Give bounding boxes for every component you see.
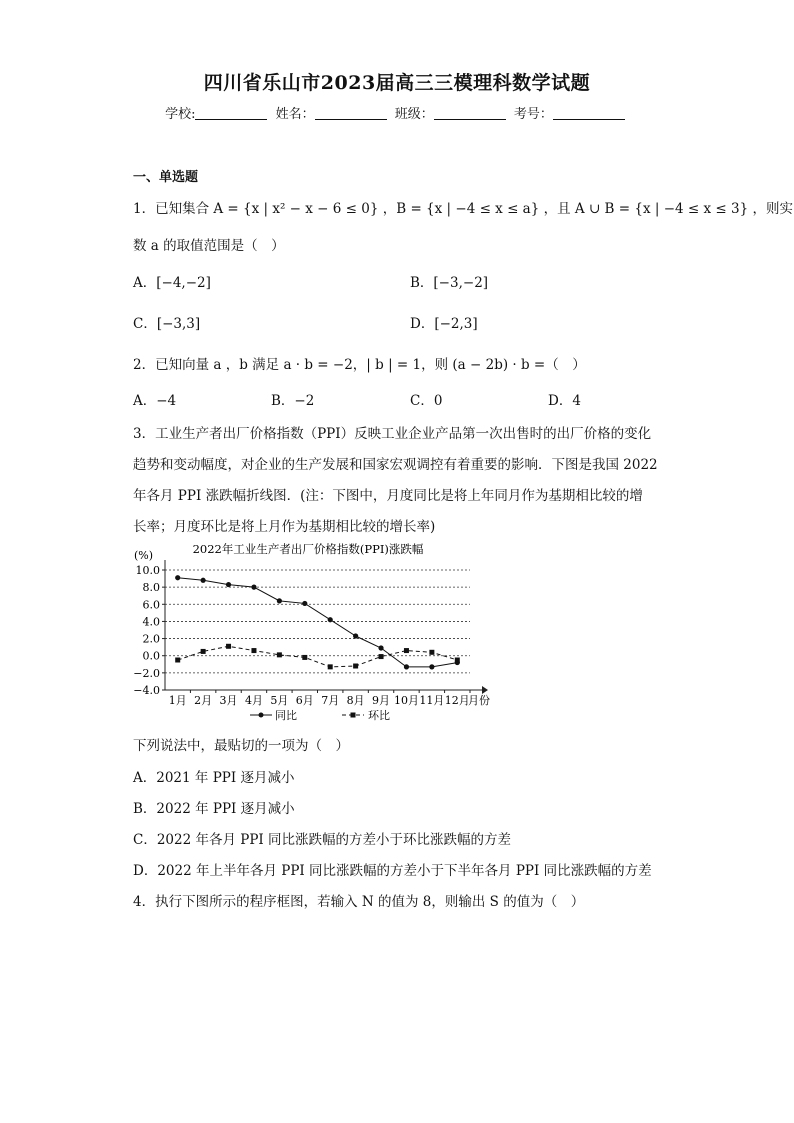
data-point-yoy — [378, 645, 383, 650]
y-tick-label: 6.0 — [142, 598, 160, 612]
q3-stem-line2: 趋势和变动幅度，对企业的生产发展和国家宏观调控有着重要的影响．下图是我国 2022 — [133, 457, 658, 473]
legend-label-yoy: 同比 — [275, 709, 297, 722]
legend-marker-yoy — [259, 713, 264, 718]
series-lines — [178, 578, 458, 667]
id-blank[interactable] — [553, 107, 625, 120]
data-point-mom — [455, 658, 460, 663]
x-axis-arrow — [482, 686, 488, 694]
school-label: 学校: — [165, 107, 196, 122]
q2-option-d[interactable]: D．4 — [548, 393, 581, 409]
student-info-row — [0, 103, 794, 122]
data-point-mom — [201, 649, 206, 654]
data-point-yoy — [251, 585, 256, 590]
data-point-yoy — [201, 578, 206, 583]
x-tick-label: 4月 — [244, 694, 263, 707]
id-label: 考号： — [513, 107, 553, 122]
series-line-yoy — [178, 578, 458, 667]
q2-option-b[interactable]: B．−2 — [271, 393, 315, 409]
q3-option-d[interactable]: D．2022 年上半年各月 PPI 同比涨跌幅的方差小于下半年各月 PPI 同比涨跌幅的方差 — [133, 863, 652, 879]
q4-stem: 4．执行下图所示的程序框图，若输入 N 的值为 8，则输出 S 的值为（ ） — [133, 894, 585, 910]
name-blank[interactable] — [315, 107, 387, 120]
x-tick-label: 5月 — [270, 694, 289, 707]
class-label: 班级： — [394, 107, 434, 122]
x-axis-label: 月份 — [468, 694, 490, 707]
ppi-line-chart — [130, 538, 510, 728]
school-blank[interactable] — [195, 107, 267, 120]
x-tick-label: 7月 — [321, 694, 340, 707]
y-tick-label: 0.0 — [142, 649, 160, 663]
x-tick-labels — [169, 690, 470, 707]
q3-option-b[interactable]: B．2022 年 PPI 逐月减小 — [133, 801, 295, 817]
y-tick-labels — [133, 564, 160, 697]
x-tick-label: 8月 — [346, 694, 365, 707]
y-tick-label: −2.0 — [133, 666, 160, 680]
x-tick-label: 6月 — [295, 694, 314, 707]
data-point-yoy — [277, 598, 282, 603]
data-point-yoy — [353, 633, 358, 638]
chart-grid — [162, 570, 470, 690]
data-point-mom — [328, 664, 333, 669]
q3-stem-line3: 年各月 PPI 涨跌幅折线图．(注：下图中，月度同比是将上年同月作为基期相比较的增 — [133, 488, 643, 504]
y-tick-label: 4.0 — [142, 615, 160, 629]
series-markers — [175, 575, 460, 669]
x-tick-label: 12月 — [444, 694, 470, 707]
x-tick-label: 3月 — [219, 694, 238, 707]
data-point-yoy — [404, 664, 409, 669]
series-line-mom — [178, 646, 458, 667]
y-tick-label: 10.0 — [135, 564, 160, 577]
page-title: 四川省乐山市2023届高三三模理科数学试题 — [203, 72, 591, 94]
legend-marker-mom — [351, 713, 356, 718]
data-point-mom — [302, 655, 307, 660]
q3-question: 下列说法中，最贴切的一项为（ ） — [133, 738, 349, 754]
x-tick-label: 2月 — [194, 694, 213, 707]
q1-stem-line2: 数 a 的取值范围是（ ） — [133, 238, 285, 254]
x-tick-label: 9月 — [372, 694, 391, 707]
data-point-yoy — [175, 575, 180, 580]
class-blank[interactable] — [434, 107, 506, 120]
x-tick-label: 10月 — [393, 694, 419, 707]
q1-option-b[interactable]: B．[−3,−2] — [410, 275, 489, 291]
q2-option-a[interactable]: A．−4 — [133, 393, 177, 409]
data-point-yoy — [302, 601, 307, 606]
q1-option-a[interactable]: A．[−4,−2] — [133, 275, 211, 291]
q3-option-c[interactable]: C．2022 年各月 PPI 同比涨跌幅的方差小于环比涨跌幅的方差 — [133, 832, 512, 848]
data-point-mom — [404, 648, 409, 653]
y-tick-label: 2.0 — [142, 632, 160, 646]
x-tick-label: 11月 — [419, 694, 445, 707]
q1-stem-line1: 1．已知集合 A = {x | x² − x − 6 ≤ 0} ，B = {x | −4 ≤ x ≤ a} ，且 A ∪ B = {x | −4 ≤ x ≤ 3} ，则实 — [133, 201, 793, 217]
y-axis-label: (%) — [134, 549, 154, 562]
data-point-mom — [226, 644, 231, 649]
data-point-mom — [379, 654, 384, 659]
x-tick-label: 1月 — [168, 694, 187, 707]
data-point-mom — [429, 650, 434, 655]
data-point-yoy — [429, 664, 434, 669]
y-tick-label: −4.0 — [133, 684, 160, 697]
y-tick-label: 8.0 — [142, 581, 160, 595]
q3-stem-line1: 3．工业生产者出厂价格指数（PPI）反映工业企业产品第一次出售时的出厂价格的变化 — [133, 426, 652, 442]
data-point-yoy — [226, 582, 231, 587]
data-point-mom — [353, 664, 358, 669]
data-point-yoy — [328, 617, 333, 622]
name-label: 姓名： — [275, 107, 315, 122]
q3-stem-line4: 长率；月度环比是将上月作为基期相比较的增长率) — [133, 519, 436, 535]
chart-legend — [250, 708, 390, 722]
data-point-mom — [175, 658, 180, 663]
chart-title: 2022年工业生产者出厂价格指数(PPI)涨跌幅 — [192, 542, 424, 556]
data-point-mom — [277, 652, 282, 657]
section-heading: 一、单选题 — [133, 170, 199, 185]
q1-option-c[interactable]: C．[−3,3] — [133, 316, 201, 332]
legend-label-mom: 环比 — [368, 709, 390, 722]
data-point-mom — [251, 648, 256, 653]
q3-option-a[interactable]: A．2021 年 PPI 逐月减小 — [133, 770, 295, 786]
q2-option-c[interactable]: C．0 — [410, 393, 443, 409]
q2-stem: 2．已知向量 a ，b 满足 a · b = −2，| b | = 1，则 (a − 2b) · b =（ ） — [133, 357, 586, 373]
q1-option-d[interactable]: D．[−2,3] — [410, 316, 478, 332]
